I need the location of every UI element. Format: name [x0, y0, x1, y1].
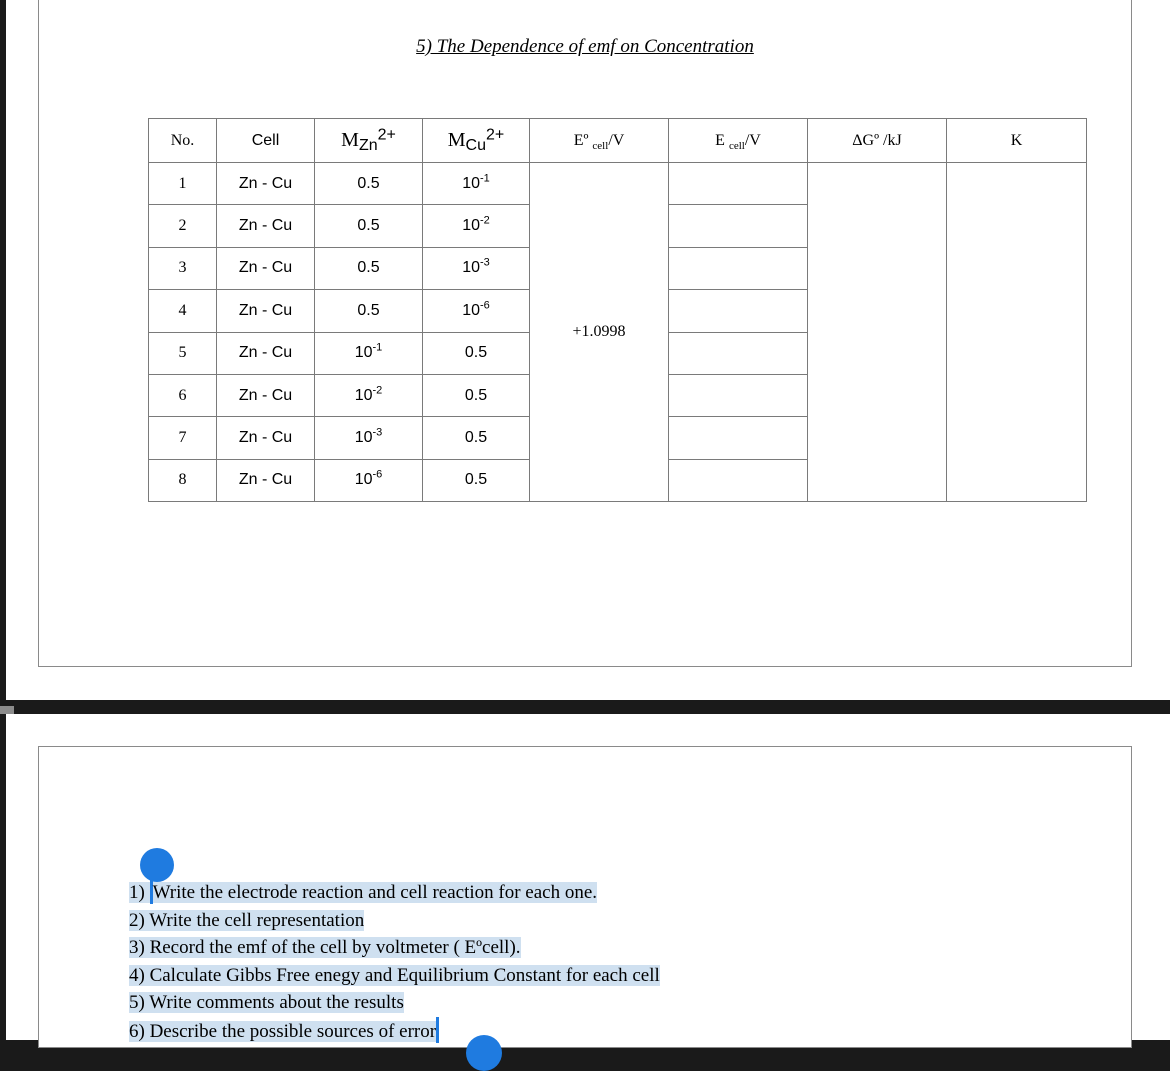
- row-m-cu: $10^{-1}$: [423, 163, 530, 205]
- row-e-cell[interactable]: [669, 247, 808, 289]
- page-2-content: [38, 746, 1132, 1048]
- section-title: 5) The Dependence of emf on Concentration: [416, 36, 754, 57]
- row-cell: Zn - Cu: [217, 417, 315, 459]
- header-delta-g: ΔGº /kJ: [808, 119, 947, 163]
- row-m-zn: 0.5: [315, 290, 423, 332]
- row-m-cu: 0.5: [423, 374, 530, 416]
- row-cell: Zn - Cu: [217, 374, 315, 416]
- row-no: 7: [149, 417, 217, 459]
- document-page-2: [6, 714, 1170, 1040]
- row-no: 5: [149, 332, 217, 374]
- row-cell: Zn - Cu: [217, 205, 315, 247]
- row-m-cu: 0.5: [423, 459, 530, 501]
- e0-cell-value: +1.0998: [530, 163, 669, 502]
- row-m-cu: $10^{-2}$: [423, 205, 530, 247]
- row-cell: Zn - Cu: [217, 332, 315, 374]
- row-cell: Zn - Cu: [217, 247, 315, 289]
- document-page-1: [6, 0, 1170, 700]
- row-cell: Zn - Cu: [217, 459, 315, 501]
- row-cell: Zn - Cu: [217, 163, 315, 205]
- row-m-zn: 0.5: [315, 163, 423, 205]
- header-e0-cell: Eº $_{cell}$/V: [530, 119, 669, 163]
- instruction-item[interactable]: 1) Write the electrode reaction and cell reaction for each one.: [129, 878, 660, 907]
- header-no: No.: [149, 119, 217, 163]
- row-m-zn: 0.5: [315, 205, 423, 247]
- row-no: 2: [149, 205, 217, 247]
- row-e-cell[interactable]: [669, 417, 808, 459]
- row-m-cu: $10^{-6}$: [423, 290, 530, 332]
- row-m-zn: $10^{-3}$: [315, 417, 423, 459]
- row-m-cu: $10^{-3}$: [423, 247, 530, 289]
- row-m-zn: $10^{-2}$: [315, 374, 423, 416]
- instruction-item[interactable]: 2) Write the cell representation: [129, 909, 365, 931]
- row-no: 3: [149, 247, 217, 289]
- header-cell: Cell: [217, 119, 315, 163]
- row-e-cell[interactable]: [669, 290, 808, 332]
- row-e-cell[interactable]: [669, 205, 808, 247]
- row-e-cell[interactable]: [669, 163, 808, 205]
- header-m-zn: $M_{Zn}^{2+}$: [315, 119, 423, 163]
- instruction-item[interactable]: 5) Write comments about the results: [129, 992, 404, 1013]
- k-column[interactable]: [947, 163, 1087, 502]
- instructions-list[interactable]: [129, 878, 660, 1045]
- selection-start-handle[interactable]: [140, 848, 174, 882]
- instruction-item[interactable]: 4) Calculate Gibbs Free enegy and Equilibrium Constant for each cell: [129, 964, 660, 986]
- row-no: 8: [149, 459, 217, 501]
- row-e-cell[interactable]: [669, 374, 808, 416]
- selection-end-handle[interactable]: [466, 1035, 502, 1071]
- instruction-item[interactable]: 3) Record the emf of the cell by voltmeter ( Eºcell).: [129, 937, 521, 958]
- row-m-cu: 0.5: [423, 332, 530, 374]
- page-separator: [6, 700, 1170, 714]
- row-no: 1: [149, 163, 217, 205]
- page-separator-marker: [0, 706, 14, 714]
- row-m-zn: $10^{-1}$: [315, 332, 423, 374]
- header-e-cell: E $_{cell}$/V: [669, 119, 808, 163]
- emf-data-table: [148, 118, 1087, 502]
- header-m-cu: $M_{Cu}^{2+}$: [423, 119, 530, 163]
- delta-g-column[interactable]: [808, 163, 947, 502]
- table-header-row: [149, 119, 1087, 163]
- table-row: [149, 163, 1087, 205]
- row-e-cell[interactable]: [669, 459, 808, 501]
- row-no: 4: [149, 290, 217, 332]
- row-no: 6: [149, 374, 217, 416]
- header-k: K: [947, 119, 1087, 163]
- page-1-content: [38, 0, 1132, 667]
- row-cell: Zn - Cu: [217, 290, 315, 332]
- row-m-cu: 0.5: [423, 417, 530, 459]
- selection-end-caret: [436, 1017, 439, 1043]
- instruction-item[interactable]: 6) Describe the possible sources of error: [129, 1017, 660, 1046]
- row-e-cell[interactable]: [669, 332, 808, 374]
- row-m-zn: $10^{-6}$: [315, 459, 423, 501]
- row-m-zn: 0.5: [315, 247, 423, 289]
